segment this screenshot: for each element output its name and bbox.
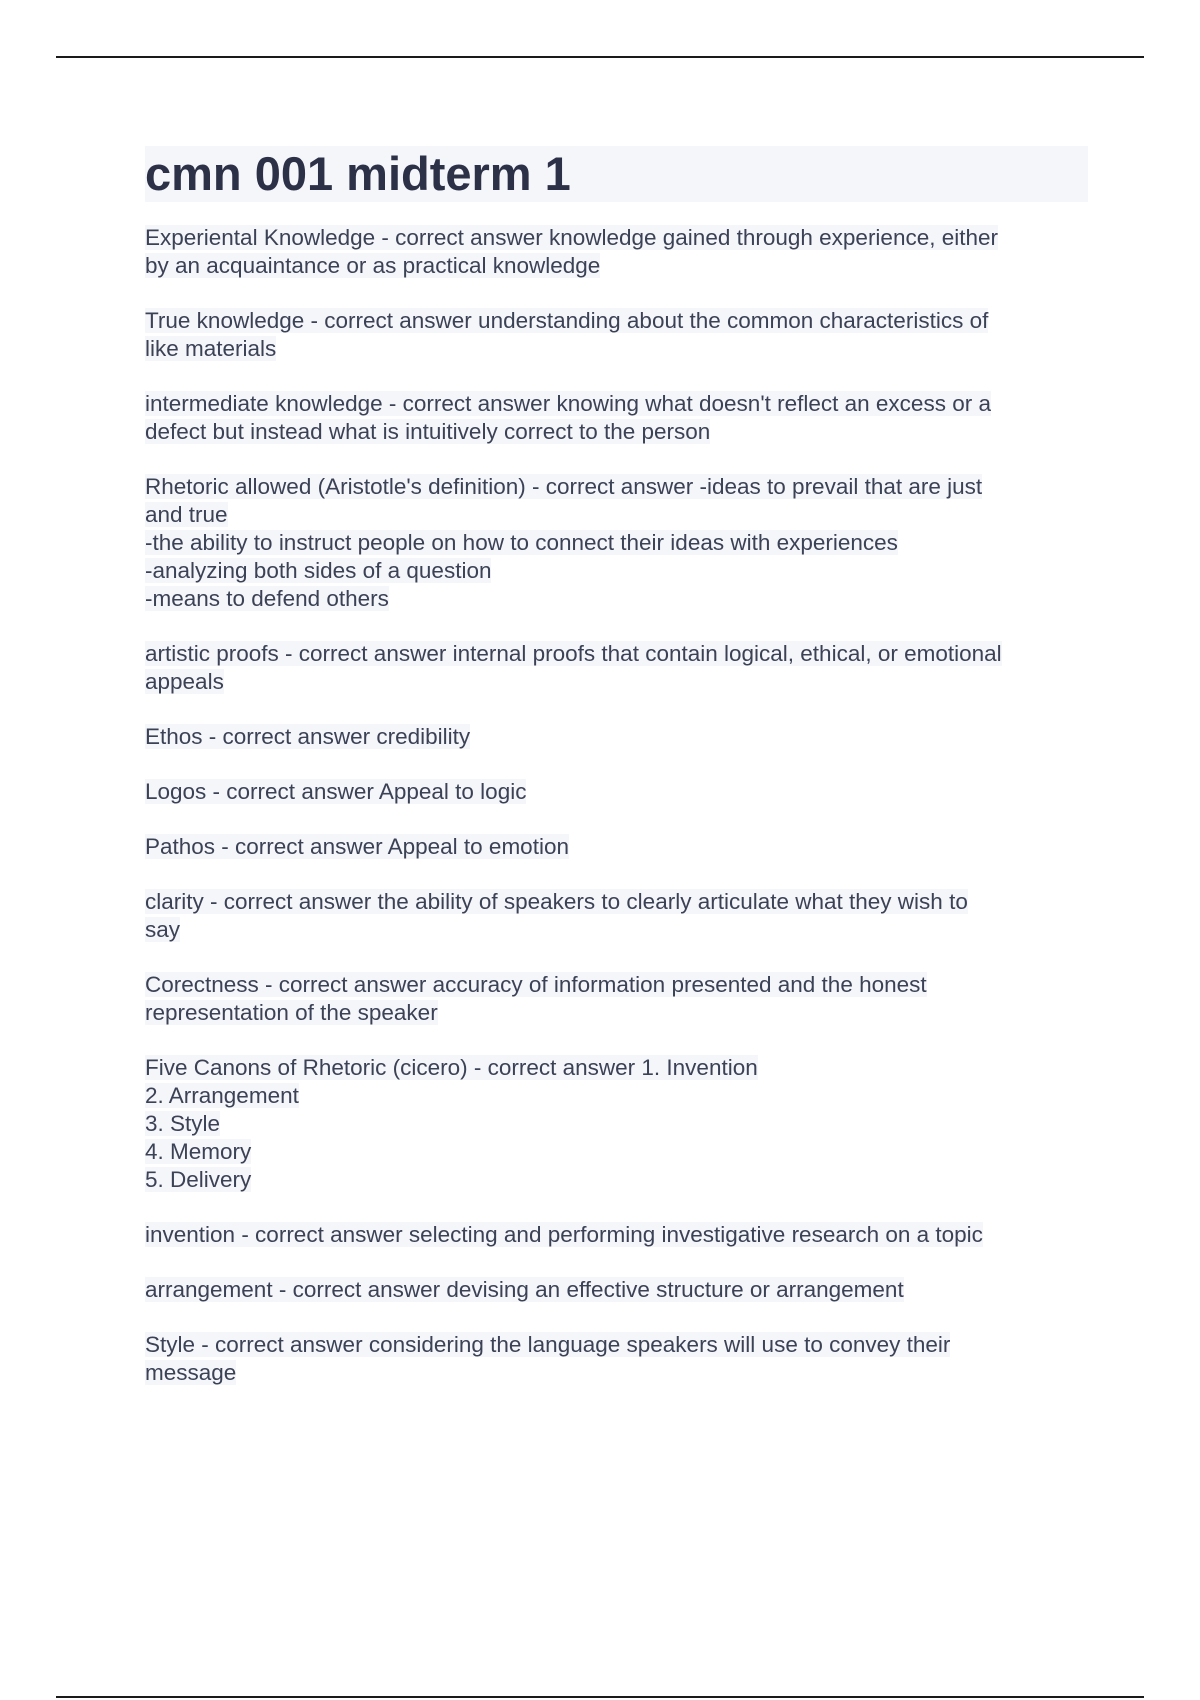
flashcard-entry xyxy=(145,888,1088,944)
entry-line xyxy=(145,1138,1088,1166)
flashcard-entry xyxy=(145,1054,1088,1194)
entry-line xyxy=(145,640,1088,668)
entry-line-text: Logos - correct answer Appeal to logic xyxy=(145,779,527,804)
entry-line-text: say xyxy=(145,917,181,942)
entry-line xyxy=(145,778,1088,806)
entry-line-text: 4. Memory xyxy=(145,1139,252,1164)
entry-line xyxy=(145,1110,1088,1138)
entry-line xyxy=(145,1331,1088,1359)
entry-line-text: -analyzing both sides of a question xyxy=(145,558,492,583)
entry-line xyxy=(145,1276,1088,1304)
entry-line xyxy=(145,557,1088,585)
entry-line xyxy=(145,418,1088,446)
entry-line-text: Five Canons of Rhetoric (cicero) - correct answer 1. Invention xyxy=(145,1055,758,1080)
entry-line xyxy=(145,307,1088,335)
entry-line-text: Rhetoric allowed (Aristotle's definition) - correct answer -ideas to prevail that are just xyxy=(145,474,983,499)
entry-line xyxy=(145,335,1088,363)
entry-line-text: Experiental Knowledge - correct answer knowledge gained through experience, either xyxy=(145,225,999,250)
entry-line-text: arrangement - correct answer devising an effective structure or arrangement xyxy=(145,1277,904,1302)
flashcard-entry xyxy=(145,1276,1088,1304)
entry-line-text: defect but instead what is intuitively correct to the person xyxy=(145,419,711,444)
flashcard-entry xyxy=(145,723,1088,751)
entry-line-text: 3. Style xyxy=(145,1111,221,1136)
entry-line xyxy=(145,390,1088,418)
entry-line-text: clarity - correct answer the ability of speakers to clearly articulate what they wish to xyxy=(145,889,968,914)
entry-line-text: Style - correct answer considering the language speakers will use to convey their xyxy=(145,1332,951,1357)
entry-line-text: by an acquaintance or as practical knowledge xyxy=(145,253,601,278)
entry-line xyxy=(145,1221,1088,1249)
entry-line-text: message xyxy=(145,1360,237,1385)
entry-line-text: -the ability to instruct people on how to connect their ideas with experiences xyxy=(145,530,898,555)
entry-line xyxy=(145,473,1088,501)
entry-line xyxy=(145,668,1088,696)
entry-line xyxy=(145,1359,1088,1387)
header-rule xyxy=(56,56,1144,58)
flashcard-entry xyxy=(145,473,1088,613)
flashcard-entry xyxy=(145,1221,1088,1249)
entry-line-text: like materials xyxy=(145,336,277,361)
entry-line-text: Ethos - correct answer credibility xyxy=(145,724,471,749)
entry-line xyxy=(145,1054,1088,1082)
entry-line-text: Pathos - correct answer Appeal to emotion xyxy=(145,834,569,859)
entry-line-text: and true xyxy=(145,502,228,527)
entry-line-text: Corectness - correct answer accuracy of information presented and the honest xyxy=(145,972,927,997)
document-body xyxy=(145,146,1088,1414)
flashcard-entry xyxy=(145,971,1088,1027)
entry-line xyxy=(145,529,1088,557)
flashcard-entry xyxy=(145,390,1088,446)
entry-line xyxy=(145,252,1088,280)
flashcard-list xyxy=(145,224,1088,1387)
entry-line xyxy=(145,1082,1088,1110)
footer-rule xyxy=(56,1696,1144,1698)
entry-line-text: -means to defend others xyxy=(145,586,389,611)
entry-line-text: 5. Delivery xyxy=(145,1167,252,1192)
entry-line xyxy=(145,1166,1088,1194)
entry-line xyxy=(145,723,1088,751)
entry-line xyxy=(145,585,1088,613)
entry-line-text: representation of the speaker xyxy=(145,1000,438,1025)
entry-line-text: artistic proofs - correct answer internal proofs that contain logical, ethical, or emotional xyxy=(145,641,1002,666)
flashcard-entry xyxy=(145,833,1088,861)
entry-line-text: intermediate knowledge - correct answer knowing what doesn't reflect an excess or a xyxy=(145,391,991,416)
flashcard-entry xyxy=(145,640,1088,696)
entry-line xyxy=(145,971,1088,999)
entry-line-text: invention - correct answer selecting and performing investigative research on a topic xyxy=(145,1222,983,1247)
flashcard-entry xyxy=(145,224,1088,280)
flashcard-entry xyxy=(145,1331,1088,1387)
entry-line xyxy=(145,888,1088,916)
entry-line xyxy=(145,916,1088,944)
entry-line xyxy=(145,833,1088,861)
entry-line-text: 2. Arrangement xyxy=(145,1083,299,1108)
page-title: cmn 001 midterm 1 xyxy=(145,146,1088,202)
flashcard-entry xyxy=(145,307,1088,363)
entry-line xyxy=(145,999,1088,1027)
entry-line xyxy=(145,501,1088,529)
entry-line-text: True knowledge - correct answer understanding about the common characteristics of xyxy=(145,308,989,333)
flashcard-entry xyxy=(145,778,1088,806)
entry-line-text: appeals xyxy=(145,669,224,694)
entry-line xyxy=(145,224,1088,252)
